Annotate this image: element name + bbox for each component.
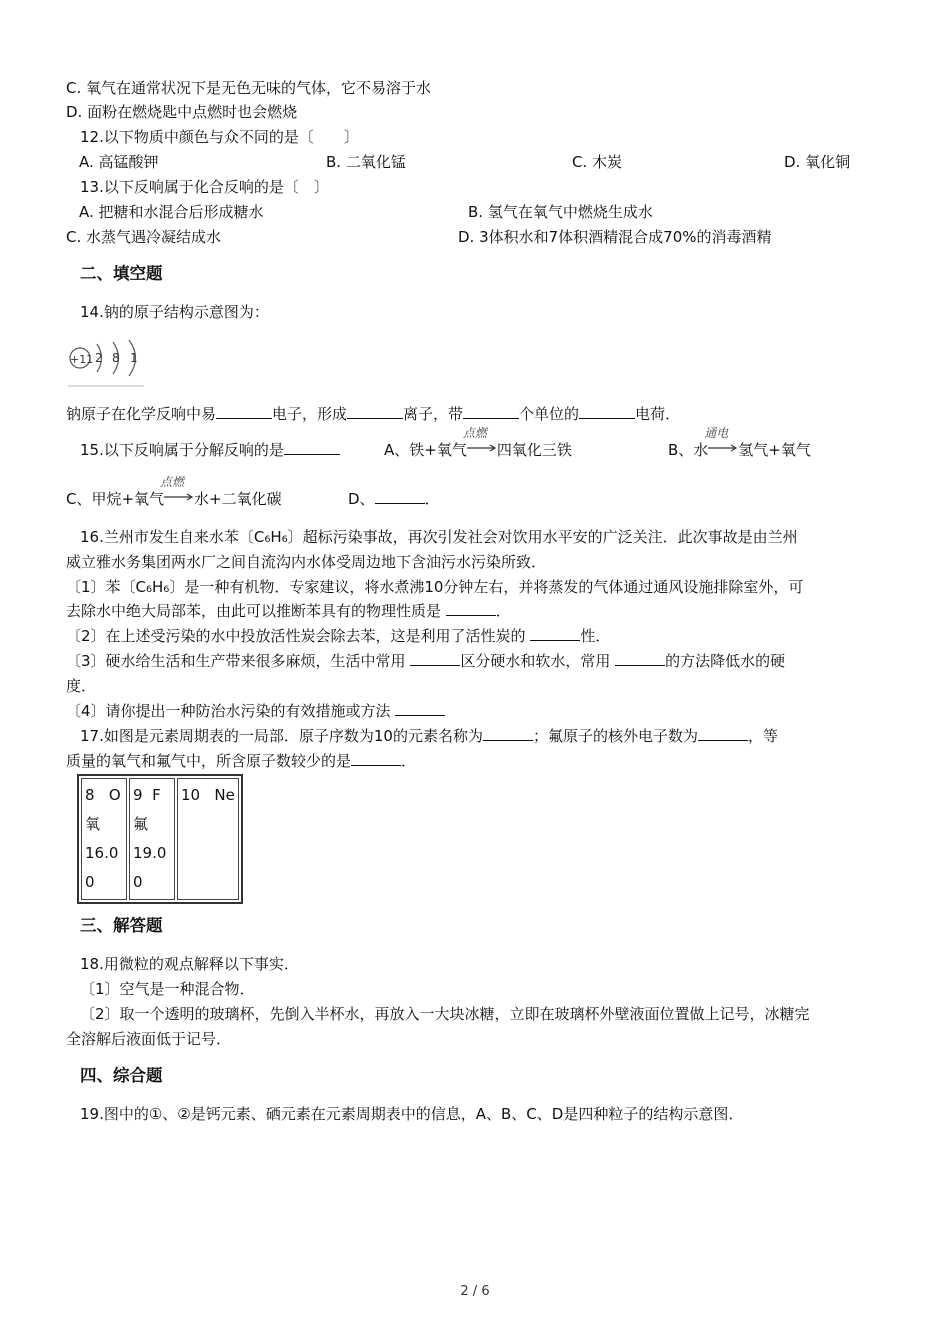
q12-option-b: B. 二氧化锰 xyxy=(326,153,406,171)
q15-a-products: 四氧化三铁 xyxy=(496,441,572,459)
q12-option-a: A. 高锰酸钾 xyxy=(79,153,159,171)
q16-part3 xyxy=(66,651,785,671)
reaction-condition: 点燃 xyxy=(462,426,487,440)
q17-text-1: 17.如图是元素周期表的一局部．原子序数为10的元素名称为 xyxy=(80,727,483,745)
q15-b-reactants: B、水 xyxy=(668,441,709,459)
reaction-arrow xyxy=(704,426,738,455)
q13-option-a: A. 把糖和水混合后形成糖水 xyxy=(79,203,264,221)
q16-part1-end: ． xyxy=(495,602,511,620)
q16-part1-line-1: 〔1〕苯〔C₆H₆〕是一种有机物．专家建议，将水煮沸10分钟左右，并将蒸发的气体通过通风设施排除室外，可 xyxy=(66,578,804,596)
atom-nucleus-label: +11 xyxy=(70,353,94,366)
q13-option-d: D. 3体积水和7体积酒精混合成70%的消毒酒精 xyxy=(458,228,772,246)
answer-blank[interactable] xyxy=(347,404,403,419)
answer-blank[interactable] xyxy=(284,440,340,455)
q11-option-c: C. 氧气在通常状况下是无色无味的气体，它不易溶于水 xyxy=(66,79,432,97)
reaction-arrow xyxy=(462,426,497,455)
reaction-condition: 点燃 xyxy=(160,475,185,489)
answer-blank[interactable] xyxy=(615,651,665,666)
section-heading-comprehensive: 四、综合题 xyxy=(80,1066,163,1085)
q15-option-b xyxy=(668,426,811,460)
reaction-arrow xyxy=(160,475,194,504)
q13-option-c: C. 水蒸气遇冷凝结成水 xyxy=(66,228,222,246)
q15-b-products: 氢气+氧气 xyxy=(738,441,811,459)
q15-option-d xyxy=(348,489,440,509)
sodium-atom-diagram xyxy=(66,338,148,390)
answer-blank[interactable] xyxy=(410,651,460,666)
q15-a-reactants: A、铁+氧气 xyxy=(384,441,467,459)
q11-option-d: D. 面粉在燃烧匙中点燃时也会燃烧 xyxy=(66,103,298,121)
q17-text-4: 质量的氧气和氟气中，所含原子数较少的是 xyxy=(66,752,352,770)
answer-blank[interactable] xyxy=(375,489,425,504)
q15-line-1 xyxy=(80,440,340,460)
element-symbol: F xyxy=(152,786,161,804)
element-symbol: O xyxy=(108,786,121,804)
answer-blank[interactable] xyxy=(483,726,533,741)
element-cell-oxygen xyxy=(81,778,127,900)
section-heading-fill-blank: 二、填空题 xyxy=(80,264,163,283)
q16-part2 xyxy=(66,626,610,646)
answer-blank[interactable] xyxy=(446,601,496,616)
q17-text-2: ；氟原子的核外电子数为 xyxy=(532,727,698,745)
answer-blank[interactable] xyxy=(530,626,580,641)
q17-line-1 xyxy=(80,726,778,746)
q13-option-b: B. 氢气在氧气中燃烧生成水 xyxy=(468,203,653,221)
q17-text-3: ，等 xyxy=(747,727,778,745)
answer-blank[interactable] xyxy=(351,751,401,766)
q16-part3-text-3: 的方法降低水的硬 xyxy=(665,652,786,670)
q16-part2-end: 性． xyxy=(580,627,611,645)
q16-intro-line-2: 威立雅水务集团两水厂之间自流沟内水体受周边地下含油污水污染所致． xyxy=(66,553,547,571)
q14-text-5: 电荷． xyxy=(635,405,681,423)
element-cell-fluorine xyxy=(129,778,175,900)
q14-text-2: 电子，形成 xyxy=(272,405,348,423)
q16-part1-text: 去除水中绝大局部苯，由此可以推断苯具有的物理性质是 xyxy=(66,602,442,620)
q17-text-5: ． xyxy=(401,752,417,770)
q15-d-label: D、 xyxy=(348,490,375,508)
element-name: 氧 xyxy=(85,815,101,833)
answer-blank[interactable] xyxy=(216,404,272,419)
q16-part2-text: 〔2〕在上述受污染的水中投放活性炭会除去苯，这是利用了活性炭的 xyxy=(66,627,526,645)
q12-option-d: D. 氧化铜 xyxy=(784,153,851,171)
q14-stem: 14.钠的原子结构示意图为： xyxy=(80,303,269,321)
q18-part1: 〔1〕空气是一种混合物． xyxy=(80,980,255,998)
q15-option-a xyxy=(384,426,572,460)
answer-blank[interactable] xyxy=(698,726,748,741)
q18-stem: 18.用微粒的观点解释以下事实． xyxy=(80,955,299,973)
q18-part2-line-1: 〔2〕取一个透明的玻璃杯，先倒入半杯水，再放入一大块冰糖，立即在玻璃杯外壁液面位置做上记号，冰糖完 xyxy=(80,1005,810,1023)
atomic-mass: 16.00 xyxy=(85,844,119,891)
q15-d-end: ． xyxy=(424,490,440,508)
atom-shell-2-label: 8 xyxy=(112,351,120,365)
element-symbol: Ne xyxy=(214,786,235,804)
q15-option-c xyxy=(66,475,282,509)
q14-text-3: 离子，带 xyxy=(403,405,464,423)
q19-stem: 19.图中的①、②是钙元素、硒元素在元素周期表中的信息，A、B、C、D是四种粒子的结构示意图． xyxy=(80,1105,744,1123)
q12-stem: 12.以下物质中颜色与众不同的是〔 〕 xyxy=(80,128,359,146)
q15-c-products: 水+二氧化碳 xyxy=(194,490,282,508)
atom-shell-1-label: 2 xyxy=(95,351,103,365)
atom-shell-3-label: 1 xyxy=(130,351,138,365)
q16-part4-text: 〔4〕请你提出一种防治水污染的有效措施或方法 xyxy=(66,702,391,720)
section-heading-answer: 三、解答题 xyxy=(80,916,163,935)
answer-blank[interactable] xyxy=(579,404,635,419)
q13-stem: 13.以下反响属于化合反响的是〔 〕 xyxy=(80,178,329,196)
q14-text-1: 钠原子在化学反响中易 xyxy=(66,405,217,423)
answer-blank[interactable] xyxy=(395,701,445,716)
atomic-number: 8 xyxy=(85,786,95,804)
q14-question xyxy=(66,404,680,424)
atomic-number: 10 xyxy=(181,786,201,804)
reaction-condition: 通电 xyxy=(704,426,729,440)
q12-option-c: C. 木炭 xyxy=(572,153,623,171)
element-name: 氟 xyxy=(133,815,149,833)
q16-part4 xyxy=(66,701,445,721)
q15-c-reactants: C、甲烷+氧气 xyxy=(66,490,165,508)
answer-blank[interactable] xyxy=(463,404,519,419)
q16-part3-text-1: 〔3〕硬水给生活和生产带来很多麻烦，生活中常用 xyxy=(66,652,406,670)
atomic-number: 9 xyxy=(133,786,143,804)
q17-line-2 xyxy=(66,751,416,771)
element-cell-neon xyxy=(177,778,239,900)
q16-intro-line-1: 16.兰州市发生自来水苯〔C₆H₆〕超标污染事故，再次引发社会对饮用水平安的广泛关注．此次事故是由兰州 xyxy=(80,528,798,546)
q15-stem: 15.以下反响属于分解反响的是 xyxy=(80,441,284,459)
q16-part1-line-2 xyxy=(66,601,511,621)
page-number: 2 / 6 xyxy=(460,1284,490,1299)
q16-part3-text-2: 区分硬水和软水，常用 xyxy=(460,652,611,670)
q16-part3-line-2: 度． xyxy=(66,677,97,695)
q18-part2-line-2: 全溶解后液面低于记号． xyxy=(66,1030,232,1048)
periodic-table-fragment xyxy=(77,774,243,904)
atomic-mass: 19.00 xyxy=(133,844,167,891)
q14-text-4: 个单位的 xyxy=(519,405,580,423)
